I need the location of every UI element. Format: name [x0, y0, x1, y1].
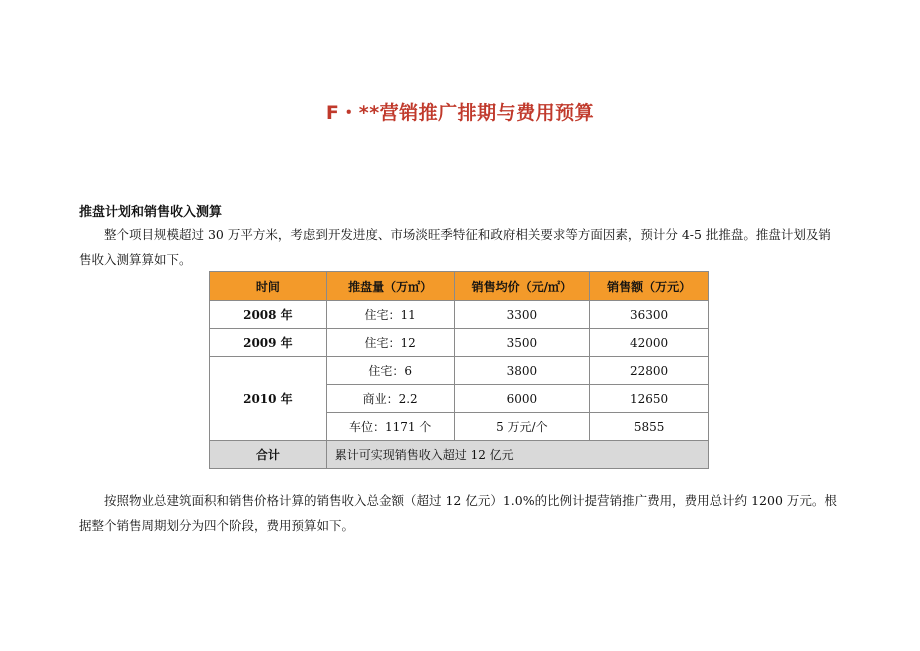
year-cell: 2008 年	[210, 301, 327, 329]
closing-paragraph	[79, 488, 841, 538]
intro-paragraph	[79, 222, 841, 272]
intro-paragraph-text: 整个项目规模超过 30 万平方米，考虑到开发进度、市场淡旺季特征和政府相关要求等方面因素，预计分 4-5 批推盘。推盘计划及销售收入测算算如下。	[79, 227, 831, 267]
volume-cell: 车位：1171 个	[326, 413, 454, 441]
volume-cell: 住宅：12	[326, 329, 454, 357]
price-cell: 3500	[454, 329, 590, 357]
price-cell: 3800	[454, 357, 590, 385]
amount-cell: 12650	[590, 385, 709, 413]
year-cell: 2010 年	[210, 357, 327, 441]
header-amount: 销售额（万元）	[590, 272, 709, 301]
amount-cell: 5855	[590, 413, 709, 441]
amount-cell: 22800	[590, 357, 709, 385]
price-cell: 5 万元/个	[454, 413, 590, 441]
price-cell: 3300	[454, 301, 590, 329]
table-header-row	[210, 272, 709, 301]
header-volume: 推盘量（万㎡）	[326, 272, 454, 301]
volume-cell: 商业：2.2	[326, 385, 454, 413]
year-cell: 2009 年	[210, 329, 327, 357]
amount-cell: 36300	[590, 301, 709, 329]
header-price: 销售均价（元/㎡）	[454, 272, 590, 301]
sales-plan-table	[209, 271, 709, 469]
section-heading: 推盘计划和销售收入测算	[79, 205, 223, 220]
total-note: 累计可实现销售收入超过 12 亿元	[326, 441, 708, 469]
volume-cell: 住宅：11	[326, 301, 454, 329]
table-row	[210, 357, 709, 385]
amount-cell: 42000	[590, 329, 709, 357]
total-row	[210, 441, 709, 469]
table-row	[210, 301, 709, 329]
document-title: F・**营销推广排期与费用预算	[325, 102, 595, 124]
total-label: 合计	[210, 441, 327, 469]
table-row	[210, 329, 709, 357]
volume-cell: 住宅：6	[326, 357, 454, 385]
closing-paragraph-text: 按照物业总建筑面积和销售价格计算的销售收入总金额（超过 12 亿元）1.0%的比例计提营销推广费用，费用总计约 1200 万元。根据整个销售周期划分为四个阶段，费用预算如下。	[79, 493, 837, 533]
header-time: 时间	[210, 272, 327, 301]
price-cell: 6000	[454, 385, 590, 413]
